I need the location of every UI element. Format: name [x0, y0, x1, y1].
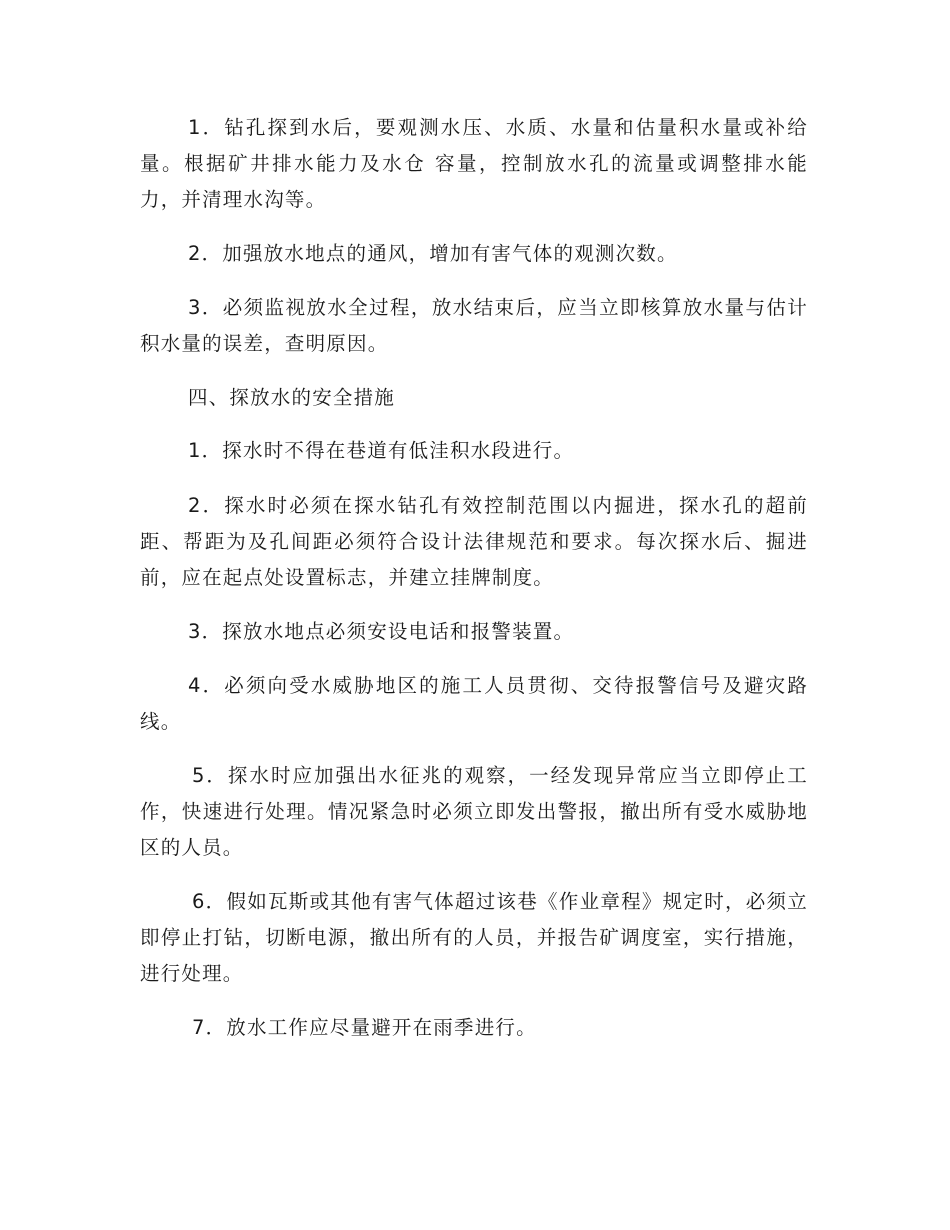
- paragraph-low-water-section: 1．探水时不得在巷道有低洼积水段进行。: [188, 439, 575, 462]
- section-heading-safety-measures: 四、探放水的安全措施: [188, 386, 396, 409]
- paragraph-telephone-alarm: 3．探放水地点必须安设电话和报警装置。: [188, 620, 575, 643]
- paragraph-gas-exceed: 6．假如瓦斯或其他有害气体超过该巷《作业章程》规定时，必须立即停止打钻，切断电源，撤出所有的人员，并报告矿调度室，实行措施，进行处理。: [140, 890, 808, 985]
- paragraph-rainy-season: 7．放水工作应尽量避开在雨季进行。: [192, 1016, 537, 1039]
- paragraph-ventilation: 2．加强放水地点的通风，增加有害气体的观测次数。: [188, 242, 678, 265]
- paragraph-alarm-signals: 4．必须向受水威胁地区的施工人员贯彻、交待报警信号及避灾路线。: [140, 674, 808, 733]
- paragraph-water-signs: 5．探水时应加强出水征兆的观察，一经发现异常应当立即停止工作，快速进行处理。情况紧急时必须立即发出警报，撤出所有受水威胁地区的人员。: [140, 764, 808, 859]
- paragraph-water-observation: 1．钻孔探到水后，要观测水压、水质、水量和估量积水量或补给量。根据矿井排水能力及水仓 容量，控制放水孔的流量或调整排水能力，并清理水沟等。: [140, 116, 808, 211]
- paragraph-drilling-range: 2．探水时必须在探水钻孔有效控制范围以内掘进，探水孔的超前距、帮距为及孔间距必须符合设计法律规范和要求。每次探水后、掘进前，应在起点处设置标志，并建立挂牌制度。: [140, 494, 808, 589]
- paragraph-monitor-drainage: 3．必须监视放水全过程，放水结束后，应当立即核算放水量与估计积水量的误差，查明原因。: [140, 296, 808, 355]
